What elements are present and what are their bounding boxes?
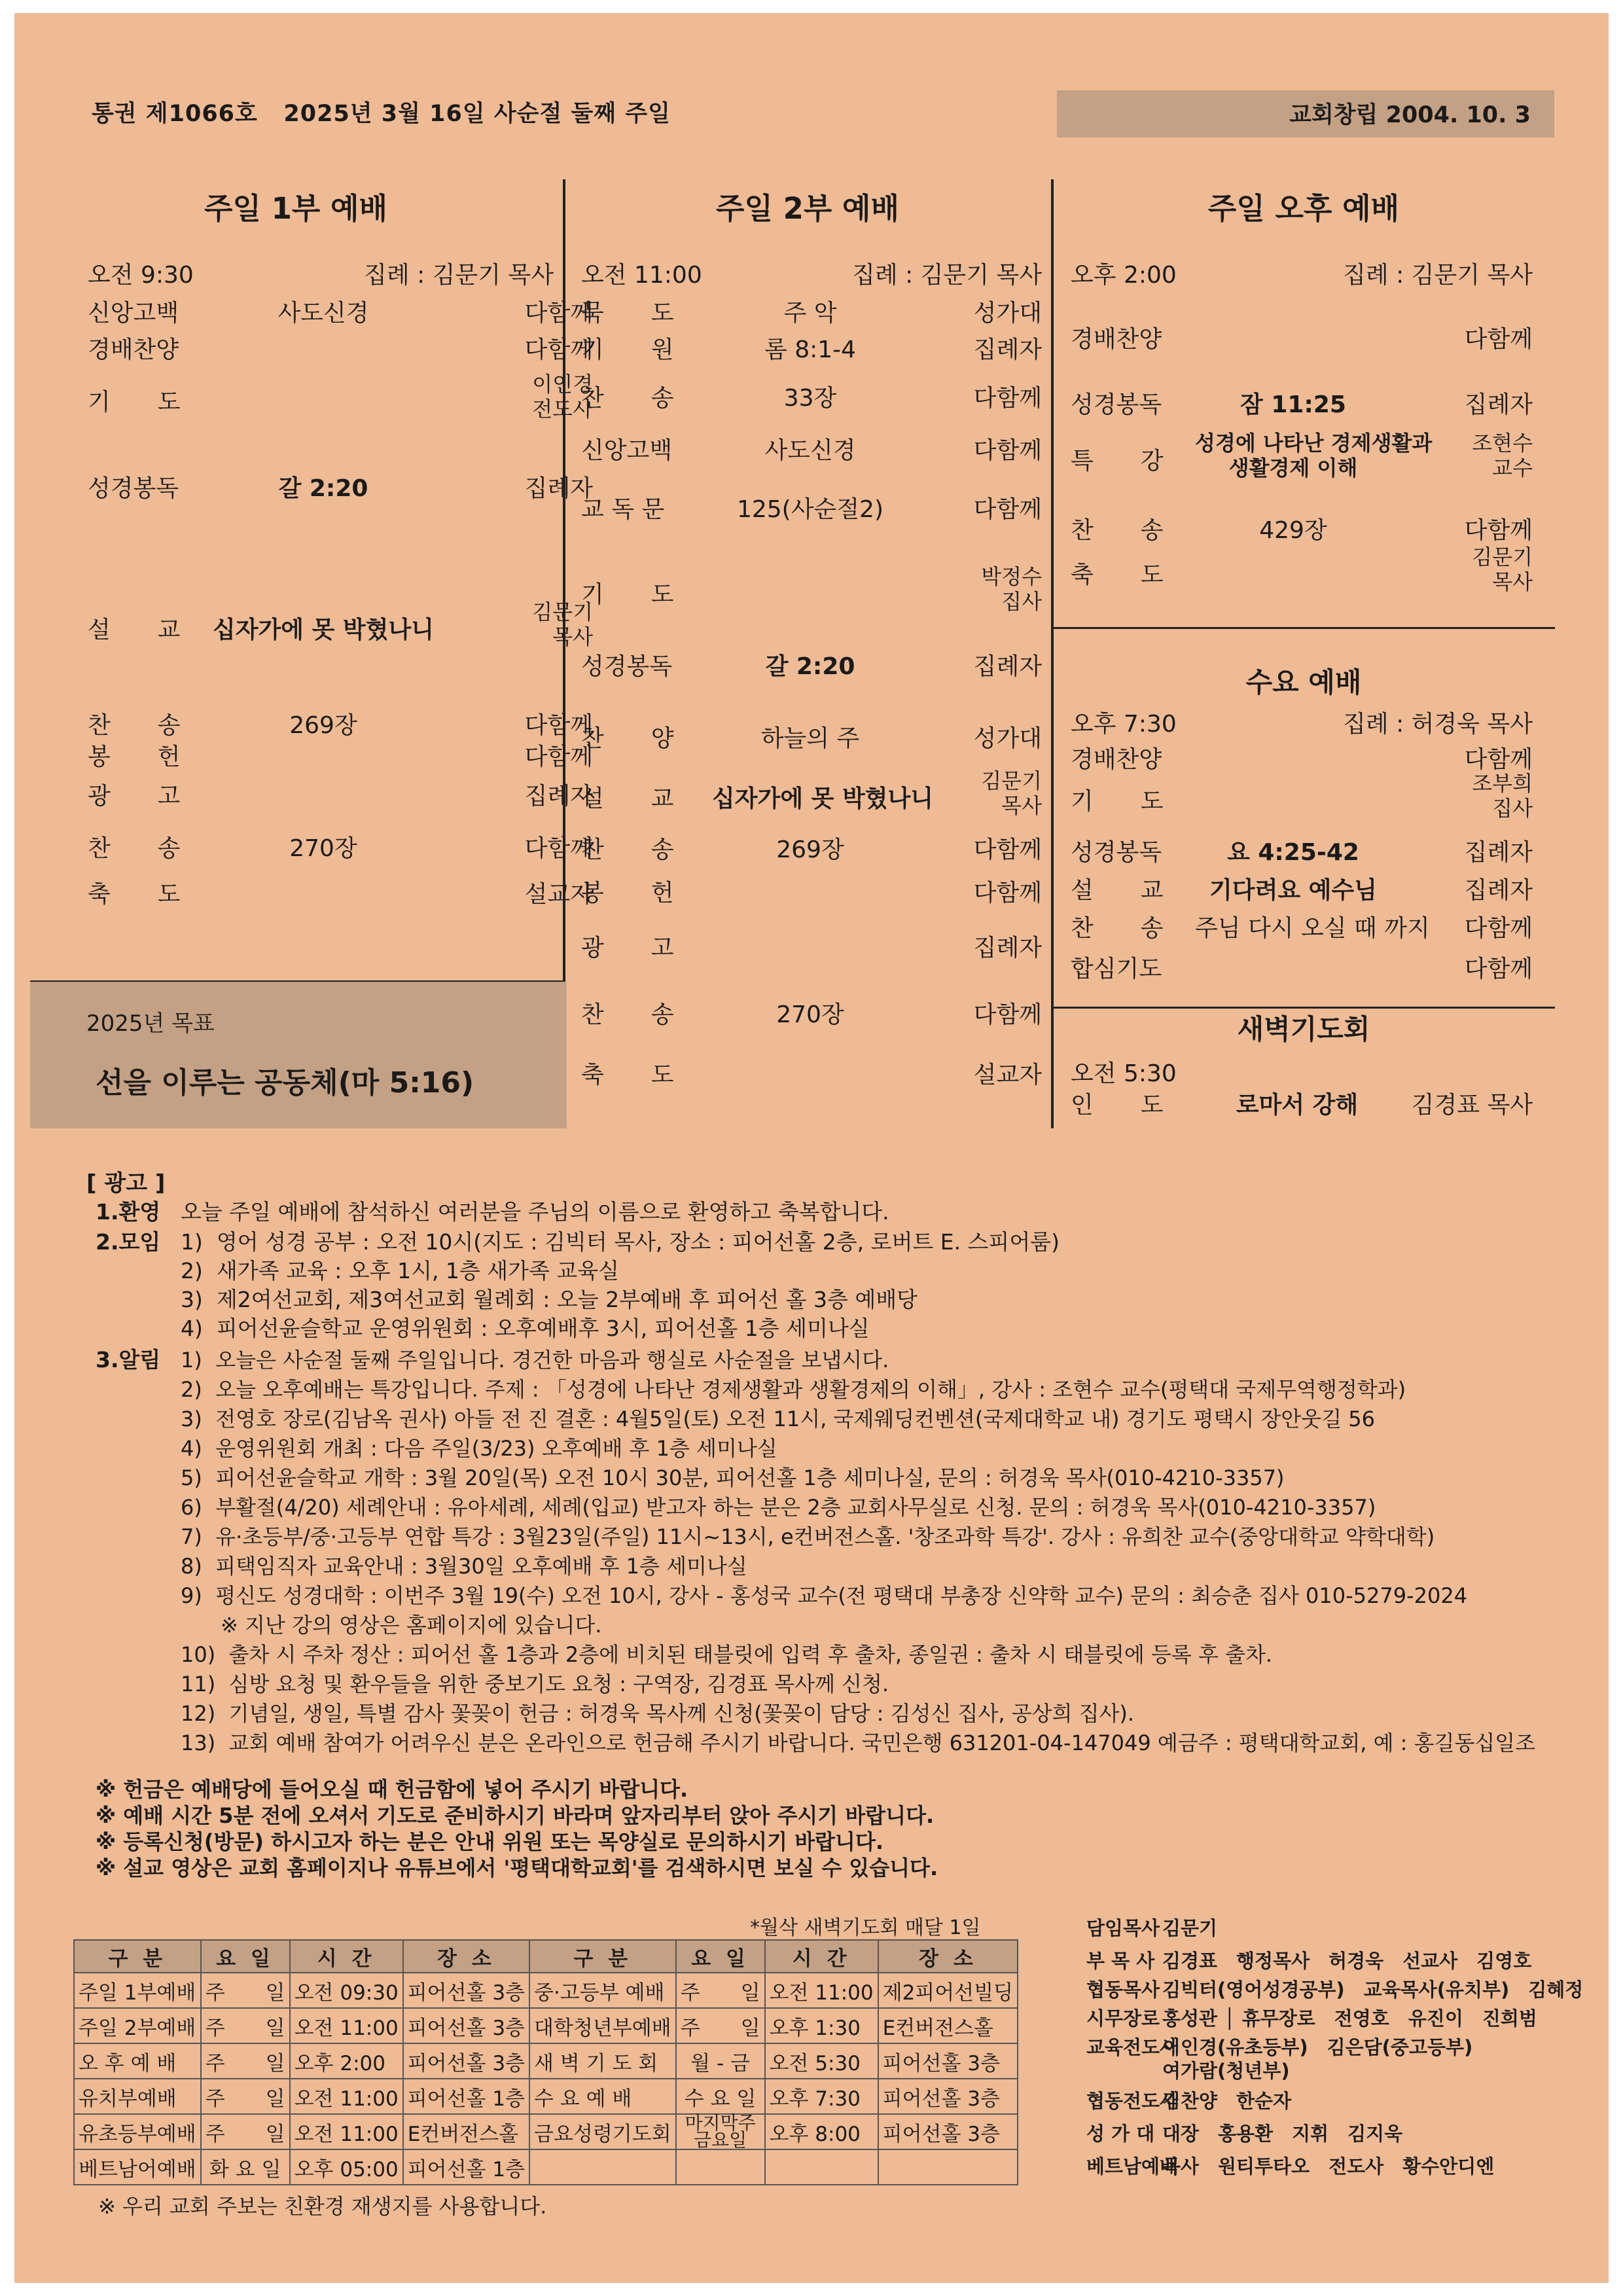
schedule-cell: 화 요 일 <box>201 2149 290 2185</box>
meeting-item: 2) 새가족 교육 : 오후 1시, 1층 새가족 교육실 <box>181 1258 620 1283</box>
notice-item: 13) 교회 예배 참여가 어려우신 분은 온라인으로 헌금해 주시기 바랍니다. 국민은행 631201-04-147049 예금주 : 평택대학교회, 예 : 홍길동십일조 <box>181 1731 1536 1755</box>
staff-role: 베트남예배 <box>1086 2155 1179 2178</box>
schedule-cell: 피어선홀 3층 <box>403 2043 529 2079</box>
ads-welcome-text: 오늘 주일 예배에 참석하신 여러분을 주님의 이름으로 환영하고 축복합니다. <box>181 1199 889 1225</box>
order-item-leader: 조현수 교수 <box>1472 431 1533 480</box>
order-item-leader: 다함께 <box>973 1001 1042 1028</box>
order-item-leader: 성가대 <box>973 300 1042 327</box>
order-item-label: 찬 송 <box>88 712 181 739</box>
order-item-label: 설 교 <box>88 617 181 643</box>
notice-item: ※ 지난 강의 영상은 홈페이지에 있습니다. <box>181 1613 602 1638</box>
schedule-cell: 수 요 일 <box>676 2079 765 2114</box>
order-item-label: 특 강 <box>1071 448 1164 475</box>
order-item-leader: 성가대 <box>973 725 1042 752</box>
ads-notice-label: 3.알림 <box>96 1347 161 1372</box>
order-item-label: 성경봉독 <box>581 653 673 680</box>
order-item-label: 경배찬양 <box>1071 326 1162 353</box>
order-item-content: 주 악 <box>783 300 837 327</box>
staff-names: 홍성관 │ 휴무장로 전영호 유진이 진희범 <box>1162 2007 1537 2030</box>
staff-row <box>1086 2007 1537 2030</box>
notice-item: 2) 오늘 오후예배는 특강입니다. 주제 : 「성경에 나타난 경제생활과 생활경제의 이해」, 강사 : 조현수 교수(평택대 국제무역행정학과) <box>181 1377 1406 1402</box>
staff-names: 김경표 행정목사 허경욱 선교사 김영호 <box>1162 1950 1532 1972</box>
note-item: ※ 등록신청(방문) 하시고자 하는 분은 안내 위원 또는 목양실로 문의하시기 바랍니다. <box>96 1829 884 1854</box>
svc4-time: 오후 7:30 <box>1071 711 1177 738</box>
schedule-header-cell: 장 소 <box>878 1940 1018 1973</box>
schedule-cell: 오후 2:00 <box>290 2043 403 2079</box>
schedule-cell: 오후 05:00 <box>290 2149 403 2185</box>
notice-item: 11) 심방 요청 및 환우들을 위한 중보기도 요청 : 구역장, 김경표 목사께 신청. <box>181 1672 889 1696</box>
schedule-cell: 주일 1부예배 <box>74 1973 201 2008</box>
schedule-cell: 대학청년부예배 <box>529 2008 676 2043</box>
order-item-leader: 집례자 <box>1464 839 1533 866</box>
schedule-cell: 오전 09:30 <box>290 1973 403 2008</box>
order-item-leader: 다함께 <box>1464 746 1533 773</box>
schedule-cell: 피어선홀 3층 <box>878 2114 1018 2149</box>
staff-role: 담임목사 <box>1086 1917 1160 1939</box>
svc1-time: 오전 9:30 <box>88 262 194 289</box>
staff-role: 교육전도사 <box>1086 2036 1179 2058</box>
svc1-leader: 집례 : 김문기 목사 <box>364 262 554 289</box>
order-item-content: 하늘의 주 <box>760 725 860 752</box>
order-item-leader: 박정수 집사 <box>981 564 1042 614</box>
notice-item: 12) 기념일, 생일, 특별 감사 꽃꽂이 헌금 : 허경욱 목사께 신청(꽃꽂이 담당 : 김성신 집사, 공상희 집사). <box>181 1701 1135 1726</box>
staff-names: 이인경(유초등부) 김은담(중고등부) 여가람(청년부) <box>1162 2036 1473 2082</box>
order-item-label: 광 고 <box>581 935 674 961</box>
schedule-cell: 주 일 <box>201 2008 290 2043</box>
order-item-leader: 집례자 <box>524 783 593 810</box>
schedule-cell: 마지막주 금요일 <box>676 2114 765 2149</box>
dawn-prayer-note: *월삭 새벽기도회 매달 1일 <box>750 1916 981 1939</box>
svc3-title: 주일 오후 예배 <box>1207 191 1400 226</box>
schedule-cell: 오전 5:30 <box>765 2043 878 2079</box>
order-item-content: 갈 2:20 <box>765 653 855 680</box>
schedule-cell: 피어선홀 3층 <box>403 1973 529 2008</box>
notice-item: 3) 전영호 장로(김남옥 권사) 아들 전 진 결혼 : 4월5일(토) 오전 11시, 국제웨딩컨벤션(국제대학교 내) 경기도 평택시 장안웃길 56 <box>181 1407 1375 1431</box>
order-item-leader: 설교자 <box>524 881 593 908</box>
svc2-time: 오전 11:00 <box>581 262 702 289</box>
notice-item: 5) 피어선윤슬학교 개학 : 3월 20일(목) 오전 10시 30분, 피어선홀 1층 세미나실, 문의 : 허경욱 목사(010-4210-3357) <box>181 1465 1285 1490</box>
bulletin-page <box>14 13 1609 2283</box>
meeting-item: 1) 영어 성경 공부 : 오전 10시(지도 : 김빅터 목사, 장소 : 피어선홀 2층, 로버트 E. 스피어룸) <box>181 1229 1060 1255</box>
order-item-label: 교 독 문 <box>581 496 665 523</box>
order-item-label: 경배찬양 <box>1071 746 1162 773</box>
schedule-row <box>74 2149 1018 2185</box>
order-item-label: 성경봉독 <box>1071 839 1162 866</box>
order-item-content: 주님 다시 오실 때 까지 <box>1195 915 1430 942</box>
staff-row <box>1086 2089 1291 2113</box>
staff-row <box>1086 1949 1531 1973</box>
schedule-cell: 주 일 <box>201 1973 290 2008</box>
schedule-cell: 피어선홀 3층 <box>403 2008 529 2043</box>
svc5-role: 인 도 <box>1071 1092 1164 1119</box>
schedule-row <box>74 2043 1018 2079</box>
schedule-cell: 피어선홀 3층 <box>878 2079 1018 2114</box>
order-item-label: 기 도 <box>1071 788 1164 815</box>
schedule-row <box>74 2114 1018 2149</box>
order-item-leader: 다함께 <box>1464 326 1533 353</box>
order-item-label: 신앙고백 <box>581 437 673 464</box>
svc2-leader: 집례 : 김문기 목사 <box>852 262 1042 289</box>
order-item-label: 신앙고백 <box>88 300 179 327</box>
order-item-content: 270장 <box>289 835 357 862</box>
order-item-label: 설 교 <box>1071 877 1164 904</box>
notice-item: 6) 부활절(4/20) 세례안내 : 유아세례, 세례(입교) 받고자 하는 분은 2층 교회사무실로 신청. 문의 : 허경욱 목사(010-4210-3357) <box>181 1495 1376 1520</box>
schedule-cell: 주 일 <box>676 2008 765 2043</box>
svc5-leader: 김경표 목사 <box>1411 1092 1533 1119</box>
order-item-content: 롬 8:1-4 <box>764 336 857 363</box>
schedule-table <box>73 1939 1018 2185</box>
schedule-row <box>74 1973 1018 2008</box>
schedule-cell: 오전 11:00 <box>290 2079 403 2114</box>
ads-meeting-label: 2.모임 <box>96 1229 161 1255</box>
schedule-cell: 피어선홀 1층 <box>403 2079 529 2114</box>
founding-date: 교회창립 2004. 10. 3 <box>1057 90 1554 137</box>
order-item-content: 십자가에 못 박혔나니 <box>212 617 435 643</box>
order-item-leader: 다함께 <box>524 712 593 739</box>
schedule-cell: 피어선홀 3층 <box>878 2043 1018 2079</box>
schedule-header-cell: 시 간 <box>290 1940 403 1973</box>
schedule-header-cell: 요 일 <box>676 1940 765 1973</box>
staff-role: 시무장로 <box>1086 2007 1160 2030</box>
meeting-item: 4) 피어선윤슬학교 운영위원회 : 오후예배후 3시, 피어선홀 1층 세미나실 <box>181 1316 870 1341</box>
schedule-cell: 오후 7:30 <box>765 2079 878 2114</box>
staff-row <box>1086 2155 1494 2178</box>
order-item-label: 기 도 <box>88 389 181 416</box>
schedule-cell: 새 벽 기 도 회 <box>529 2043 676 2079</box>
staff-names: 김빅터(영어성경공부) 교육목사(유치부) 김혜정 <box>1162 1979 1584 2001</box>
svc2-title: 주일 2부 예배 <box>716 191 899 226</box>
staff-role: 협동목사 <box>1086 1979 1160 2001</box>
order-item-content: 기다려요 예수님 <box>1209 877 1377 904</box>
schedule-header-cell: 장 소 <box>403 1940 529 1973</box>
notice-item: 4) 운영위원회 개최 : 다음 주일(3/23) 오후예배 후 1층 세미나실 <box>181 1436 777 1461</box>
schedule-row <box>74 2008 1018 2043</box>
schedule-cell: 중·고등부 예배 <box>529 1973 676 2008</box>
order-item-label: 경배찬양 <box>88 336 179 363</box>
order-item-leader: 다함께 <box>1464 517 1533 544</box>
staff-names: 김찬양 한순자 <box>1162 2090 1292 2112</box>
order-item-leader: 집례자 <box>1464 391 1533 418</box>
goal-text: 선을 이루는 공동체(마 5:16) <box>96 1066 474 1100</box>
order-item-leader: 다함께 <box>1464 956 1533 982</box>
order-item-leader: 김문기 목사 <box>981 768 1042 818</box>
order-item-leader: 김문기 목사 <box>532 600 593 649</box>
order-item-label: 합심기도 <box>1071 956 1162 982</box>
schedule-cell: 제2피어선빌딩 <box>878 1973 1018 2008</box>
schedule-header-cell: 시 간 <box>765 1940 878 1973</box>
schedule-header-cell: 구 분 <box>529 1940 676 1973</box>
schedule-cell: 베트남어예배 <box>74 2149 201 2185</box>
staff-names: 대장 홍용환 지휘 김지욱 <box>1162 2123 1403 2145</box>
ads-welcome-label: 1.환영 <box>96 1199 161 1225</box>
svc1-title: 주일 1부 예배 <box>204 191 387 226</box>
staff-names: 목사 원티투타오 전도사 황수안디엔 <box>1162 2155 1495 2178</box>
schedule-cell <box>529 2149 676 2185</box>
order-item-content: 269장 <box>776 836 844 863</box>
schedule-cell: 월 - 금 <box>676 2043 765 2079</box>
staff-row <box>1086 1978 1583 2001</box>
issue-info: 통권 제1066호 2025년 3월 16일 사순절 둘째 주일 <box>92 101 671 127</box>
schedule-cell: 오 후 예 배 <box>74 2043 201 2079</box>
note-item: ※ 헌금은 예배당에 들어오실 때 헌금함에 넣어 주시기 바랍니다. <box>96 1777 688 1802</box>
order-item-leader: 집례자 <box>973 653 1042 680</box>
order-item-leader: 설교자 <box>973 1062 1042 1088</box>
order-item-leader: 다함께 <box>973 496 1042 523</box>
order-item-leader: 집례자 <box>1464 877 1533 904</box>
staff-role: 부 목 사 <box>1086 1950 1155 1972</box>
svc5-title: 새벽기도회 <box>1237 1013 1370 1045</box>
order-item-leader: 조부희 집사 <box>1472 771 1533 821</box>
order-item-leader: 다함께 <box>524 336 593 363</box>
order-item-content: 십자가에 못 박혔나니 <box>712 785 934 812</box>
order-item-label: 성경봉독 <box>88 475 179 502</box>
goal-label: 2025년 목표 <box>86 1011 215 1037</box>
order-item-label: 찬 송 <box>581 385 674 412</box>
meeting-item: 3) 제2여선교회, 제3여선교회 월례회 : 오늘 2부예배 후 피어선 홀 3층 예배당 <box>181 1287 918 1312</box>
svc4-title: 수요 예배 <box>1245 666 1362 698</box>
order-item-content: 갈 2:20 <box>278 475 368 502</box>
column-divider <box>1051 179 1054 1128</box>
notice-item: 7) 유·초등부/중·고등부 연합 특강 : 3월23일(주일) 11시~13시, e컨버전스홀. '창조과학 특강'. 강사 : 유희찬 교수(중앙대학교 약학대학) <box>181 1524 1435 1549</box>
svc5-time: 오전 5:30 <box>1071 1060 1177 1087</box>
notice-item: 9) 평신도 성경대학 : 이번주 3월 19(수) 오전 10시, 강사 - 홍성국 교수(전 평택대 부총장 신약학 교수) 문의 : 최승춘 집사 010-5279-2024 <box>181 1583 1468 1608</box>
schedule-cell: E컨버전스홀 <box>878 2008 1018 2043</box>
schedule-cell: 유초등부예배 <box>74 2114 201 2149</box>
svc3-time: 오후 2:00 <box>1071 262 1177 289</box>
order-item-leader: 이인경 전도사 <box>532 372 593 422</box>
svc5-content: 로마서 강해 <box>1236 1092 1359 1119</box>
staff-row <box>1086 2036 1472 2083</box>
order-item-leader: 집례자 <box>973 935 1042 961</box>
order-item-leader: 집례자 <box>524 475 593 502</box>
order-item-label: 설 교 <box>581 785 674 812</box>
order-item-label: 찬 송 <box>581 836 674 863</box>
order-item-leader: 다함께 <box>524 300 593 327</box>
schedule-cell: 주일 2부예배 <box>74 2008 201 2043</box>
order-item-label: 기 도 <box>581 581 674 608</box>
order-item-label: 찬 송 <box>581 1001 674 1028</box>
order-item-label: 찬 송 <box>1071 517 1164 544</box>
order-item-leader: 다함께 <box>524 744 593 770</box>
order-item-leader: 집례자 <box>973 336 1042 363</box>
schedule-row <box>74 2079 1018 2114</box>
order-item-leader: 다함께 <box>973 385 1042 412</box>
notice-item: 8) 피택임직자 교육안내 : 3월30일 오후예배 후 1층 세미나실 <box>181 1554 747 1579</box>
schedule-cell: E컨버전스홀 <box>403 2114 529 2149</box>
order-item-content: 사도신경 <box>764 437 856 464</box>
order-item-label: 축 도 <box>581 1062 674 1088</box>
order-item-leader: 다함께 <box>1464 915 1533 942</box>
schedule-cell: 주 일 <box>201 2043 290 2079</box>
schedule-cell: 오후 1:30 <box>765 2008 878 2043</box>
schedule-cell: 주 일 <box>201 2114 290 2149</box>
order-item-label: 찬 송 <box>1071 915 1164 942</box>
staff-row <box>1086 2122 1402 2145</box>
schedule-cell: 주 일 <box>201 2079 290 2114</box>
order-item-label: 성경봉독 <box>1071 391 1162 418</box>
order-item-content: 125(사순절2) <box>736 496 884 523</box>
staff-role: 협동전도사 <box>1086 2090 1179 2112</box>
svc4-leader: 집례 : 허경욱 목사 <box>1343 711 1533 738</box>
staff-role: 성 가 대 <box>1086 2123 1155 2145</box>
schedule-cell: 오전 11:00 <box>290 2008 403 2043</box>
order-item-leader: 다함께 <box>524 835 593 862</box>
ads-heading: [ 광고 ] <box>86 1170 166 1196</box>
goal-box <box>30 982 567 1128</box>
schedule-cell <box>878 2149 1018 2185</box>
order-item-label: 축 도 <box>1071 562 1164 588</box>
schedule-cell: 주 일 <box>676 1973 765 2008</box>
order-item-content: 33장 <box>783 385 837 412</box>
order-item-content: 429장 <box>1259 517 1327 544</box>
order-item-content: 사도신경 <box>277 300 369 327</box>
notice-item: 1) 오늘은 사순절 둘째 주일입니다. 경건한 마음과 행실로 사순절을 보냅시다. <box>181 1348 889 1372</box>
schedule-cell: 오전 11:00 <box>765 1973 878 2008</box>
order-item-content: 요 4:25-42 <box>1227 839 1359 866</box>
order-item-label: 광 고 <box>88 783 181 810</box>
order-item-leader: 다함께 <box>973 437 1042 464</box>
staff-names: 김문기 <box>1162 1917 1218 1939</box>
schedule-cell: 오전 11:00 <box>290 2114 403 2149</box>
order-item-label: 축 도 <box>88 881 181 908</box>
note-item: ※ 예배 시간 5분 전에 오셔서 기도로 준비하시기 바라며 앞자리부터 앉아 주시기 바랍니다. <box>96 1803 935 1828</box>
eco-paper-note: ※ 우리 교회 주보는 친환경 재생지를 사용합니다. <box>98 2194 547 2219</box>
schedule-header-cell: 요 일 <box>201 1940 290 1973</box>
schedule-cell: 피어선홀 1층 <box>403 2149 529 2185</box>
schedule-cell: 수 요 예 배 <box>529 2079 676 2114</box>
order-item-label: 봉 헌 <box>88 744 181 770</box>
staff-row <box>1086 1916 1217 1940</box>
order-item-label: 봉 헌 <box>581 880 674 906</box>
order-item-leader: 다함께 <box>973 836 1042 863</box>
order-item-leader: 김문기 목사 <box>1472 545 1533 594</box>
order-item-leader: 다함께 <box>973 880 1042 906</box>
order-item-content: 성경에 나타난 경제생활과 생활경제 이해 <box>1195 431 1433 480</box>
schedule-cell: 유치부예배 <box>74 2079 201 2114</box>
order-item-content: 잠 11:25 <box>1240 391 1346 418</box>
order-item-label: 묵 도 <box>581 300 674 327</box>
note-item: ※ 설교 영상은 교회 홈페이지나 유튜브에서 '평택대학교회'를 검색하시면 보실 수 있습니다. <box>96 1856 938 1880</box>
svc3-leader: 집례 : 김문기 목사 <box>1343 262 1533 289</box>
notice-item: 10) 출차 시 주차 정산 : 피어선 홀 1층과 2층에 비치된 태블릿에 입력 후 출차, 종일권 : 출차 시 태블릿에 등록 후 출차. <box>181 1642 1273 1667</box>
order-item-label: 찬 송 <box>88 835 181 862</box>
schedule-cell: 금요성령기도회 <box>529 2114 676 2149</box>
schedule-cell: 오후 8:00 <box>765 2114 878 2149</box>
schedule-cell <box>765 2149 878 2185</box>
order-item-content: 269장 <box>289 712 357 739</box>
schedule-cell <box>676 2149 765 2185</box>
order-item-label: 찬 양 <box>581 725 674 752</box>
order-item-label: 기 원 <box>581 336 674 363</box>
afternoon-divider <box>1052 627 1555 629</box>
schedule-header-cell: 구 분 <box>74 1940 201 1973</box>
order-item-content: 270장 <box>776 1001 844 1028</box>
